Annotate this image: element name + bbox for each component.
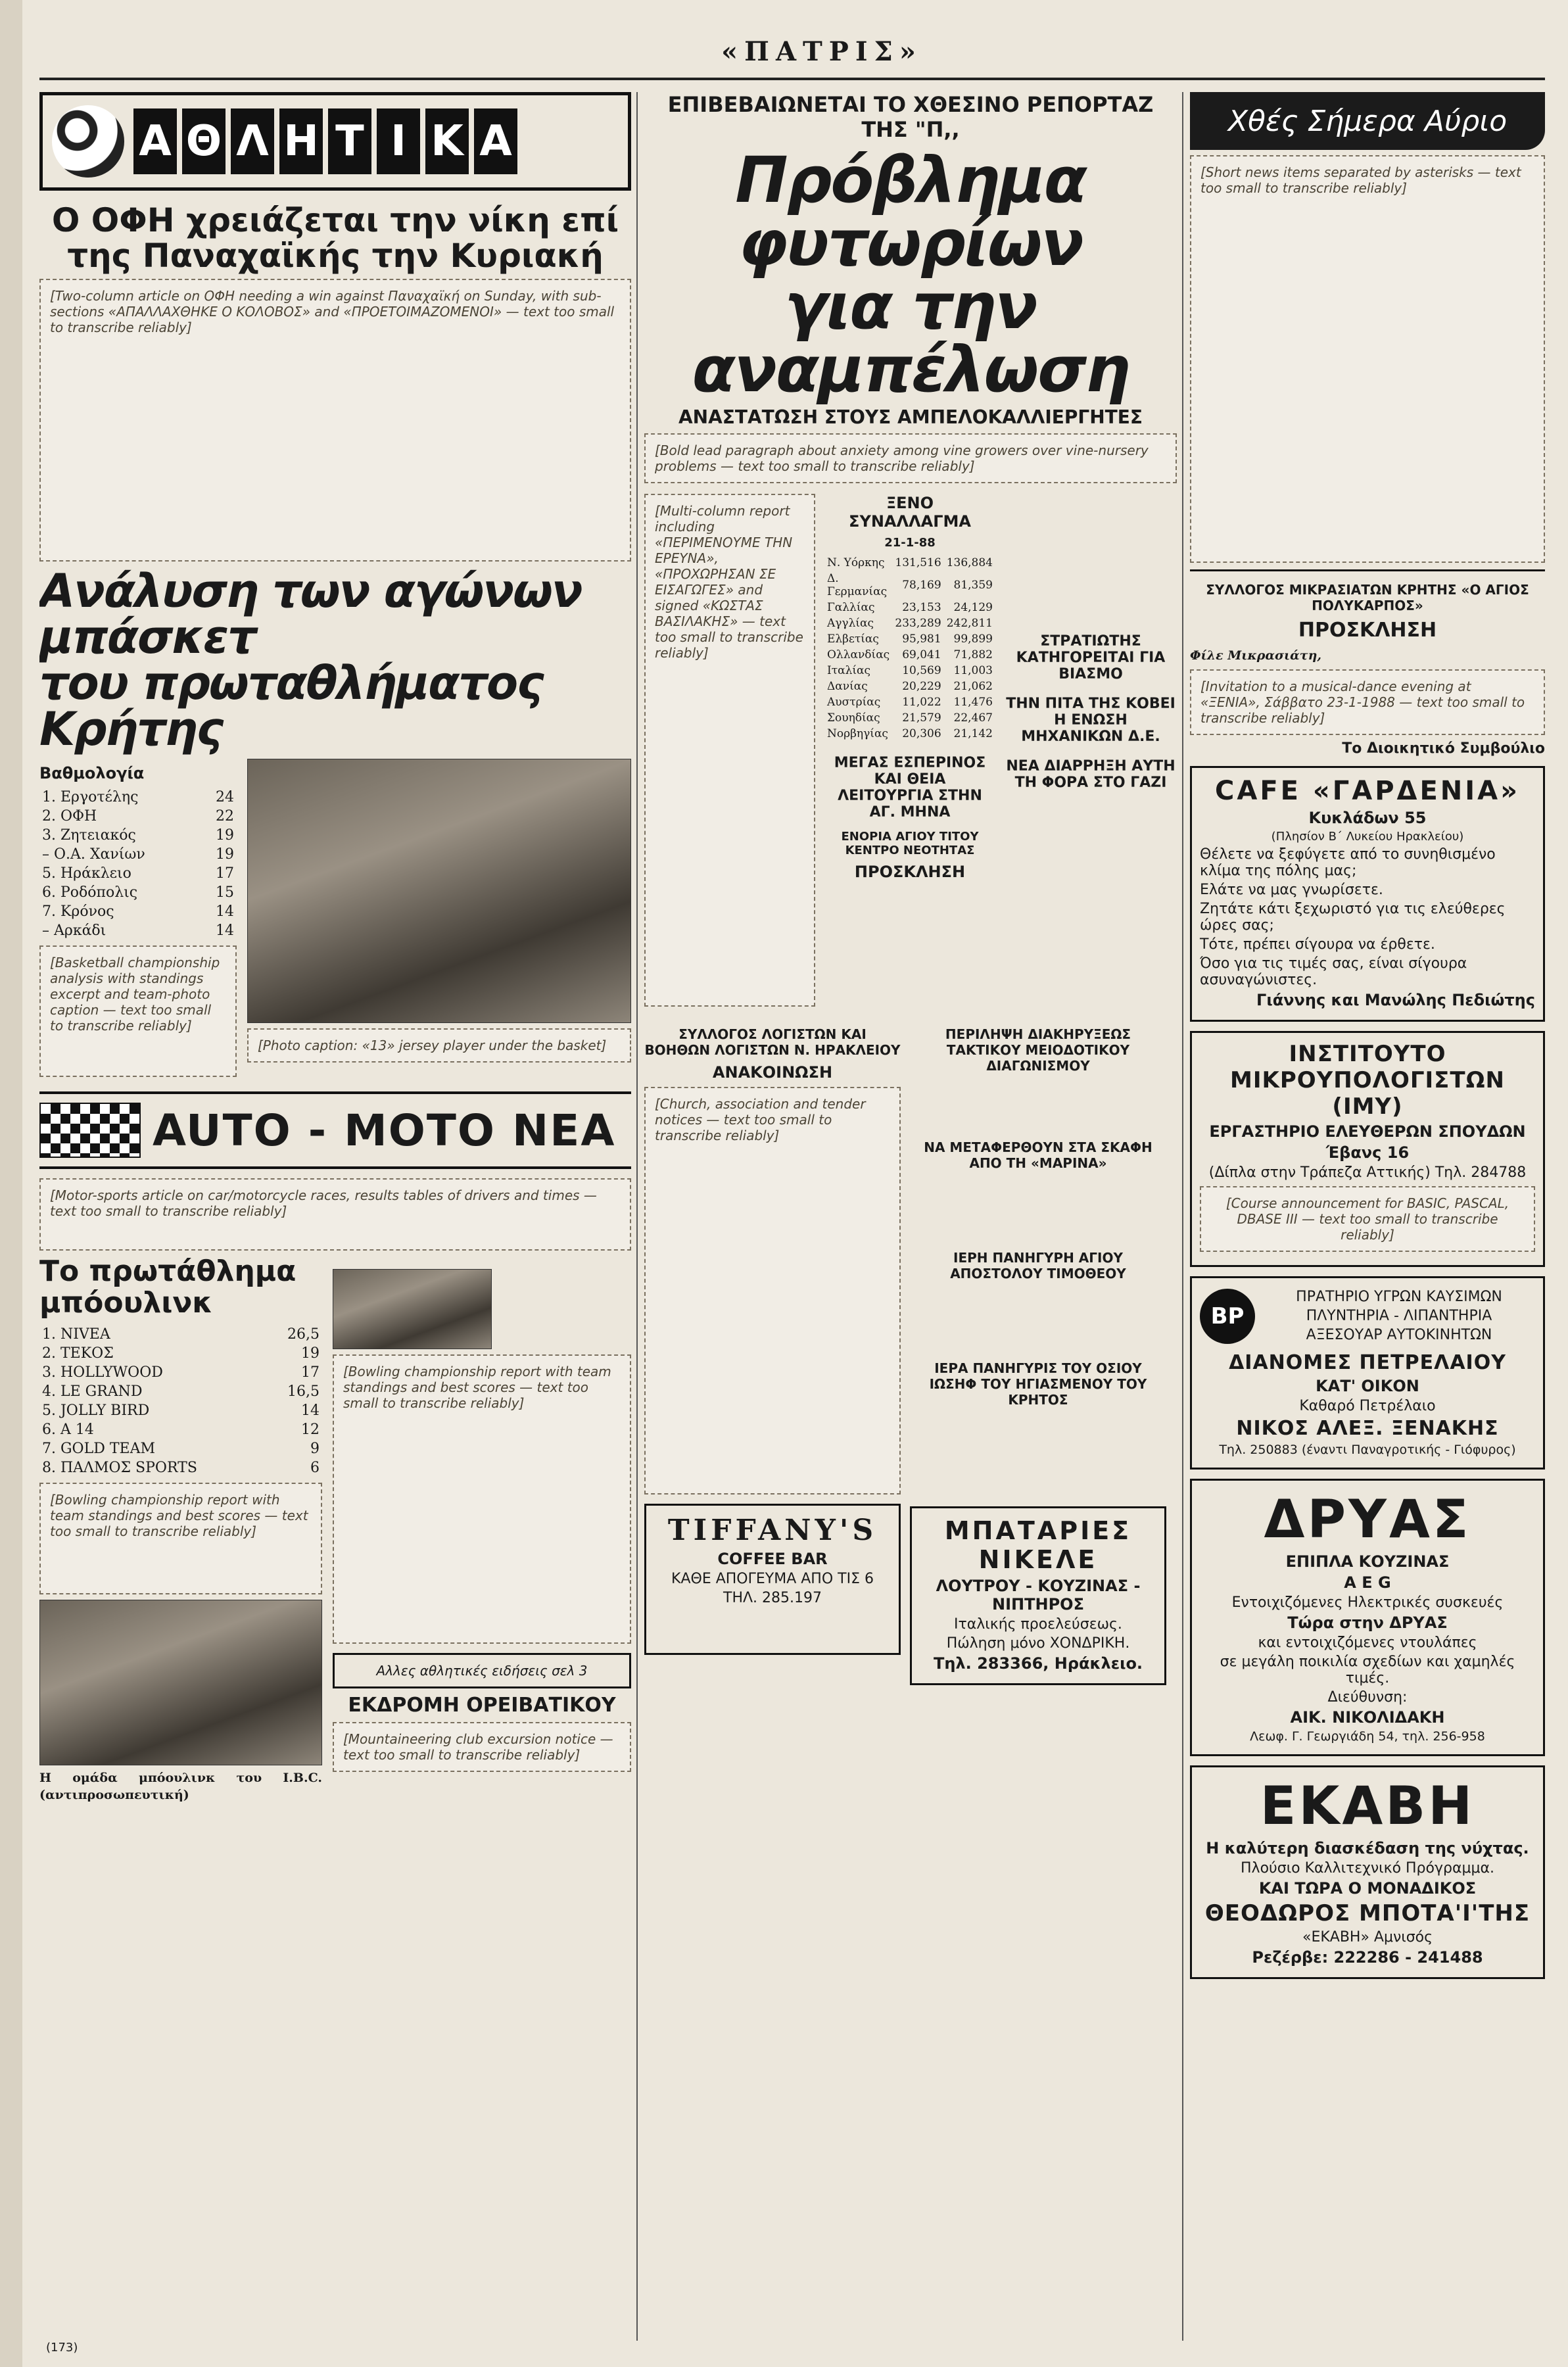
mikrasiates-body: [Invitation to a musical-dance evening at «ΞΕΝΙΑ», Σάββατο 23-1-1988 — text too small to transcribe reliably] bbox=[1190, 669, 1545, 735]
table-cell: 3. HOLLYWOOD bbox=[42, 1364, 163, 1381]
bowling-headline: Το πρωτάθλημα μπόουλινκ bbox=[39, 1255, 297, 1320]
table-cell: – Αρκάδι bbox=[42, 922, 107, 939]
table-cell: 12 bbox=[301, 1422, 320, 1439]
panigyri2-headline: ΙΕΡΑ ΠΑΝΗΓΥΡΙΣ ΤΟΥ ΟΣΙΟΥ ΙΩΣΗΦ ΤΟΥ ΗΓΙΑΣΜΕΝΟΥ ΤΟΥ ΚΡΗΤΟΣ bbox=[929, 1360, 1147, 1408]
dryas-l2: A E G bbox=[1344, 1573, 1391, 1592]
table-cell: 8. ΠΑΛΜΟΣ SPORTS bbox=[42, 1460, 197, 1477]
esperinos-headline: ΜΕΓΑΣ ΕΣΠΕΡΙΝΟΣ ΚΑΙ ΘΕΙΑ ΛΕΙΤΟΥΡΓΙΑ ΣΤΗΝ ΑΓ. ΜΗΝΑ bbox=[834, 755, 986, 821]
table-cell: 14 bbox=[216, 922, 234, 939]
tiffany-line: ΚΑΘΕ ΑΠΟΓΕΥΜΑ ΑΠΟ ΤΙΣ 6 bbox=[671, 1571, 874, 1587]
dryas-l4: Τώρα στην ΔΡΥΑΣ bbox=[1287, 1614, 1448, 1633]
gardenia-sub: (Πλησίον Β΄ Λυκείου Ηρακλείου) bbox=[1271, 830, 1464, 844]
basket-standings-table bbox=[39, 788, 237, 940]
table-row bbox=[39, 807, 237, 826]
table-cell: Αγγλίας bbox=[827, 617, 874, 630]
table-cell: 1. NIVEA bbox=[42, 1326, 110, 1343]
imy-ad bbox=[1190, 1031, 1545, 1267]
gardenia-title: CAFE «ΓΑΡΔΕΝΙΑ» bbox=[1215, 776, 1520, 807]
fx-date: 21-1-88 bbox=[884, 536, 936, 550]
metaferthoun-headline: ΝΑ ΜΕΤΑΦΕΡΘΟΥΝ ΣΤΑ ΣΚΑΦΗ ΑΠΟ ΤΗ «ΜΑΡΙΝΑ» bbox=[924, 1139, 1152, 1171]
excursion-headline: ΕΚΔΡΟΜΗ ΟΡΕΙΒΑΤΙΚΟΥ bbox=[348, 1694, 616, 1717]
basket-photo-caption: [Photo caption: «13» jersey player under the basket] bbox=[247, 1028, 631, 1063]
imy-addr: Έβανς 16 bbox=[1325, 1143, 1410, 1162]
diagonismos-headline: ΠΕΡΙΛΗΨΗ ΔΙΑΚΗΡΥΞΕΩΣ ΤΑΚΤΙΚΟΥ ΜΕΙΟΔΟΤΙΚΟΥ ΔΙΑΓΩΝΙΣΜΟΥ bbox=[945, 1026, 1131, 1074]
bp-logo-icon: BP bbox=[1200, 1289, 1255, 1344]
mikrasiates-greet: Φίλε Μικρασιάτη, bbox=[1190, 648, 1321, 663]
basket-photo-block bbox=[247, 759, 631, 1082]
nikele-line2: Ιταλικής προελεύσεως. bbox=[954, 1616, 1122, 1633]
table-cell: 16,5 bbox=[287, 1383, 320, 1400]
vine-columns bbox=[644, 489, 1177, 1012]
table-cell: 95,981 bbox=[902, 633, 941, 646]
table-cell: 24,129 bbox=[953, 601, 993, 614]
table-cell: 11,476 bbox=[953, 696, 993, 709]
table-cell: 136,884 bbox=[946, 556, 993, 569]
table-row bbox=[39, 883, 237, 902]
dryas-l3: Εντοιχιζόμενες Ηλεκτρικές συσκευές bbox=[1231, 1594, 1504, 1612]
vine-headline-line2: για την αναμπέλωση bbox=[692, 270, 1129, 406]
header-rule bbox=[39, 78, 1545, 80]
imy-title: ΙΝΣΤΙΤΟΥΤΟ ΜΙΚΡΟΥΠΟΛΟΓΙΣΤΩΝ (ΙΜΥ) bbox=[1230, 1041, 1505, 1120]
banner-letter: Κ bbox=[425, 108, 469, 174]
table-row bbox=[39, 1382, 322, 1401]
gardenia-l2: Ελάτε να μας γνωρίσετε. bbox=[1200, 882, 1383, 899]
table-cell: 21,062 bbox=[953, 680, 993, 693]
table-cell: 131,516 bbox=[895, 556, 941, 569]
bp-header-text bbox=[1263, 1286, 1535, 1346]
dryas-title: ΔΡΥΑΣ bbox=[1264, 1489, 1471, 1550]
table-cell: 15 bbox=[216, 884, 234, 901]
table-cell: 6. A 14 bbox=[42, 1422, 94, 1439]
table-cell: 69,041 bbox=[902, 648, 941, 661]
notices-left bbox=[644, 1021, 901, 1685]
table-cell: 81,359 bbox=[953, 579, 993, 592]
bp-l5: ΚΑΤ' ΟΙΚΟΝ bbox=[1316, 1377, 1419, 1396]
table-cell: 4. LE GRAND bbox=[42, 1383, 143, 1400]
banner-letter: Τ bbox=[328, 108, 371, 174]
imy-body: [Course announcement for BASIC, PASCAL, DBASE III — text too small to transcribe reliably] bbox=[1200, 1186, 1535, 1252]
table-cell: Ν. Υόρκης bbox=[827, 556, 885, 569]
table-row bbox=[824, 710, 995, 726]
table-cell: 3. Ζητειακός bbox=[42, 827, 136, 844]
ekavi-l4: ΘΕΟΔΩΡΟΣ ΜΠΟΤΑ'Ι'ΤΗΣ bbox=[1204, 1900, 1531, 1927]
table-cell: 7. Κρόνος bbox=[42, 903, 114, 920]
table-cell: 5. JOLLY BIRD bbox=[42, 1402, 150, 1420]
banner-letter: Λ bbox=[231, 108, 274, 174]
gardenia-l5: Όσο για τις τιμές σας, είναι σίγουρα ασυναγώνιστες. bbox=[1200, 955, 1467, 989]
table-row bbox=[39, 864, 237, 883]
table-cell: 10,569 bbox=[902, 664, 941, 677]
table-cell: 22 bbox=[216, 808, 234, 825]
nikele-line1: ΛΟΥΤΡΟΥ - ΚΟΥΖΙΝΑΣ - ΝΙΠΤΗΡΟΣ bbox=[936, 1577, 1141, 1614]
sports-banner bbox=[39, 92, 631, 191]
table-cell: Νορβηγίας bbox=[827, 727, 888, 740]
table-row bbox=[824, 600, 995, 615]
bp-l4: ΔΙΑΝΟΜΕΣ ΠΕΤΡΕΛΑΙΟΥ bbox=[1229, 1351, 1506, 1375]
banner-letter: Α bbox=[474, 108, 517, 174]
tiffany-phone: ΤΗΛ. 285.197 bbox=[723, 1590, 822, 1606]
vine-body: [Multi-column report including «ΠΕΡΙΜΕΝΟΥΜΕ ΤΗΝ ΕΡΕΥΝΑ», «ΠΡΟΧΩΡΗΣΑΝ ΣΕ ΕΙΣΑΓΩΓΕΣ» and signed «ΚΩΣΤΑΣ ΒΑΣΙΛΑΚΗΣ» — text too small to transcribe reliably] bbox=[644, 494, 815, 1007]
basket-standings-label: Βαθμολογία bbox=[39, 764, 145, 782]
diarrixi-headline: ΝΕΑ ΔΙΑΡΡΗΞΗ ΑΥΤΗ ΤΗ ΦΟΡΑ ΣΤΟ ΓΑΖΙ bbox=[1006, 758, 1176, 791]
table-cell: 11,022 bbox=[902, 696, 941, 709]
checkered-flag-icon bbox=[39, 1103, 141, 1158]
table-cell: – Ο.Α. Χανίων bbox=[42, 846, 145, 863]
tiffany-name: TIFFANY'S bbox=[667, 1514, 878, 1547]
column-divider bbox=[1182, 92, 1183, 2341]
table-cell: 1. Εργοτέλης bbox=[42, 789, 139, 805]
tiffany-sub: COFFEE BAR bbox=[717, 1550, 828, 1568]
dryas-l1: ΕΠΙΠΛΑ ΚΟΥΖΙΝΑΣ bbox=[1285, 1552, 1450, 1571]
dryas-l5: και εντοιχιζόμενες ντουλάπες bbox=[1258, 1635, 1477, 1652]
basket-section bbox=[39, 759, 631, 1082]
table-row bbox=[824, 631, 995, 647]
mikrasiates-org: ΣΥΛΛΟΓΟΣ ΜΙΚΡΑΣΙΑΤΩΝ ΚΡΗΤΗΣ «Ο ΑΓΙΟΣ ΠΟΛΥΚΑΡΠΟΣ» bbox=[1206, 582, 1529, 613]
ekavi-l3: ΚΑΙ ΤΩΡΑ Ο ΜΟΝΑΔΙΚΟΣ bbox=[1258, 1879, 1477, 1898]
bowling-right bbox=[333, 1256, 631, 1804]
other-news-box: Αλλες αθλητικές ειδήσεις σελ 3 bbox=[333, 1653, 631, 1688]
ofh-article-body: [Two-column article on ΟΦΗ needing a win against Παναχαϊκή on Sunday, with sub-sections «ΑΠΑΛΛΑΧΘΗΚΕ Ο ΚΟΛΟΒΟΣ» and «ΠΡΟΕΤΟΙΜΑΖΟΜΕΝΟΙ» — text too small to transcribe reliably] bbox=[39, 279, 631, 562]
table-row bbox=[39, 788, 237, 807]
ekavi-l6: Ρεζέρβε: 222286 - 241488 bbox=[1252, 1948, 1483, 1967]
dryas-l8: ΑΙΚ. ΝΙΚΟΛΙΔΑΚΗ bbox=[1290, 1708, 1445, 1727]
table-row bbox=[39, 1344, 322, 1363]
bp-ad bbox=[1190, 1276, 1545, 1470]
vine-col-c bbox=[1005, 489, 1177, 1012]
imy-sub: ΕΡΓΑΣΤΗΡΙΟ ΕΛΕΥΘΕΡΩΝ ΣΠΟΥΔΩΝ bbox=[1209, 1122, 1526, 1141]
bowling-standings-table bbox=[39, 1325, 322, 1477]
table-cell: 78,169 bbox=[902, 579, 941, 592]
auto-moto-title: AUTO - MOTO ΝΕΑ bbox=[153, 1105, 616, 1156]
vine-subhead: ΑΝΑΣΤΑΤΩΣΗ ΣΤΟΥΣ ΑΜΠΕΛΟΚΑΛΛΙΕΡΓΗΤΕΣ bbox=[678, 406, 1143, 428]
dryas-l9: Λεωφ. Γ. Γεωργιάδη 54, τηλ. 256-958 bbox=[1250, 1729, 1485, 1744]
anakoinosi-headline: ΑΝΑΚΟΙΝΩΣΗ bbox=[712, 1063, 833, 1082]
imy-addr2: (Δίπλα στην Τράπεζα Αττικής) Τηλ. 284788 bbox=[1208, 1164, 1527, 1182]
table-cell: 2. ΟΦΗ bbox=[42, 808, 97, 825]
banner-letter: Θ bbox=[182, 108, 226, 174]
banner-letter: Α bbox=[133, 108, 177, 174]
gardenia-ad bbox=[1190, 766, 1545, 1022]
sports-banner-word bbox=[133, 108, 517, 174]
panigyri1-headline: ΙΕΡΗ ΠΑΝΗΓΥΡΗ ΑΓΙΟΥ ΑΠΟΣΤΟΛΟΥ ΤΙΜΟΘΕΟΥ bbox=[950, 1250, 1126, 1281]
table-cell: 6. Ροδόπολις bbox=[42, 884, 138, 901]
gardenia-address: Κυκλάδων 55 bbox=[1308, 809, 1427, 828]
table-cell: 5. Ηράκλειο bbox=[42, 865, 131, 882]
table-row bbox=[39, 1401, 322, 1420]
table-row bbox=[39, 1439, 322, 1458]
table-row bbox=[824, 679, 995, 694]
table-cell: 11,003 bbox=[953, 664, 993, 677]
table-cell: 17 bbox=[301, 1364, 320, 1381]
table-cell: 71,882 bbox=[953, 648, 993, 661]
gardenia-l3: Ζητάτε κάτι ξεχωριστό για τις ελεύθερες ώρες σας; bbox=[1200, 901, 1506, 934]
basket-standings-block bbox=[39, 759, 237, 1082]
enoria-label: ΕΝΟΡΙΑ ΑΓΙΟΥ ΤΙΤΟΥ ΚΕΝΤΡΟ ΝΕΟΤΗΤΑΣ bbox=[841, 830, 979, 857]
table-cell: 14 bbox=[301, 1402, 320, 1420]
banner-letter: Ι bbox=[377, 108, 420, 174]
table-cell: 20,229 bbox=[902, 680, 941, 693]
table-cell: 14 bbox=[216, 903, 234, 920]
table-cell: 2. ΤΕΚΟΣ bbox=[42, 1345, 114, 1362]
gardenia-l1: Θέλετε να ξεφύγετε από το συνηθισμένο κλίμα της πόλης μας; bbox=[1200, 846, 1496, 880]
bp-l7: ΝΙΚΟΣ ΑΛΕΞ. ΞΕΝΑΚΗΣ bbox=[1236, 1417, 1499, 1441]
table-row bbox=[39, 921, 237, 940]
masthead: «ΠΑΤΡΙΣ» bbox=[721, 36, 922, 67]
sports-column bbox=[39, 92, 631, 2341]
table-cell: 19 bbox=[216, 827, 234, 844]
table-cell: 17 bbox=[216, 865, 234, 882]
excursion-body: [Mountaineering club excursion notice — text too small to transcribe reliably] bbox=[333, 1722, 631, 1772]
table-cell: 19 bbox=[216, 846, 234, 863]
table-cell: 22,467 bbox=[953, 711, 993, 725]
news-column bbox=[644, 92, 1177, 2341]
vine-headline-line1: Πρόβλημα φυτωρίων bbox=[735, 143, 1086, 280]
vine-col-b bbox=[824, 489, 995, 1012]
table-cell: Δανίας bbox=[827, 680, 868, 693]
table-row bbox=[39, 845, 237, 864]
pita-headline: ΤΗΝ ΠΙΤΑ ΤΗΣ ΚΟΒΕΙ Η ΕΝΩΣΗ ΜΗΧΑΝΙΚΩΝ Δ.Ε. bbox=[1006, 696, 1176, 745]
basketball-photo bbox=[247, 759, 631, 1023]
bp-l2: ΠΛΥΝΤΗΡΙΑ - ΛΙΠΑΝΤΗΡΙΑ bbox=[1306, 1308, 1492, 1325]
bowling-photo-caption: Η ομάδα μπόουλινκ του I.B.C. (αντιπροσωπευτική) bbox=[39, 1771, 322, 1803]
vine-col-a bbox=[644, 489, 815, 1012]
tiffany-ad bbox=[644, 1504, 901, 1655]
vine-kicker: ΕΠΙΒΕΒΑΙΩΝΕΤΑΙ ΤΟ ΧΘΕΣΙΝΟ ΡΕΠΟΡΤΑΖ ΤΗΣ "Π,, bbox=[667, 92, 1154, 142]
table-row bbox=[824, 615, 995, 631]
table-cell: 26,5 bbox=[287, 1326, 320, 1343]
fx-table bbox=[824, 555, 995, 742]
notices-body: [Church, association and tender notices — text too small to transcribe reliably] bbox=[644, 1087, 901, 1494]
race-car-illustration bbox=[333, 1269, 492, 1349]
table-cell: 242,811 bbox=[946, 617, 993, 630]
table-cell: 9 bbox=[310, 1441, 320, 1458]
bowling-left bbox=[39, 1256, 322, 1804]
basket-headline-line1: Ανάλυση των αγώνων μπάσκετ bbox=[39, 564, 582, 664]
table-row bbox=[824, 726, 995, 742]
table-row bbox=[39, 1458, 322, 1477]
bowling-body: [Bowling championship report with team standings and best scores — text too small to transcribe reliably] bbox=[39, 1483, 322, 1594]
gardenia-l4: Τότε, πρέπει σίγουρα να έρθετε. bbox=[1200, 936, 1435, 953]
table-row bbox=[39, 1363, 322, 1382]
nikele-line4: Τηλ. 283366, Ηράκλειο. bbox=[933, 1654, 1143, 1673]
ekavi-ad bbox=[1190, 1765, 1545, 1979]
mikrasiates-ad bbox=[1190, 569, 1545, 757]
banner-letter: Η bbox=[279, 108, 323, 174]
table-cell: 99,899 bbox=[953, 633, 993, 646]
table-row bbox=[39, 1325, 322, 1344]
table-cell: Αυστρίας bbox=[827, 696, 881, 709]
xthes-banner: Χθές Σήμερα Αύριο bbox=[1190, 92, 1545, 150]
auto-moto-body: [Motor-sports article on car/motorcycle races, results tables of drivers and times — text too small to transcribe reliably] bbox=[39, 1178, 631, 1251]
football-icon bbox=[52, 105, 124, 178]
table-cell: Ολλανδίας bbox=[827, 648, 890, 661]
table-cell: 6 bbox=[310, 1460, 320, 1477]
ofh-headline-line2: της Παναχαϊκής την Κυριακή bbox=[67, 237, 604, 275]
table-cell: Ιταλίας bbox=[827, 664, 871, 677]
nikele-title: ΜΠΑΤΑΡΙΕΣ ΝΙΚΕΛΕ bbox=[944, 1516, 1132, 1574]
dryas-l6: σε μεγάλη ποικιλία σχεδίων και χαμηλές τιμές. bbox=[1220, 1654, 1515, 1687]
ekavi-l2: Πλούσιο Καλλιτεχνικό Πρόγραμμα. bbox=[1241, 1860, 1494, 1877]
table-cell: 19 bbox=[301, 1345, 320, 1362]
table-row bbox=[39, 1420, 322, 1439]
bowling-team-photo bbox=[39, 1600, 322, 1765]
table-cell: 233,289 bbox=[895, 617, 941, 630]
table-cell: Σουηδίας bbox=[827, 711, 880, 725]
table-cell: 23,153 bbox=[902, 601, 941, 614]
bp-header bbox=[1200, 1286, 1535, 1346]
vine-lede: [Bold lead paragraph about anxiety among vine growers over vine-nursery problems — text too small to transcribe reliably] bbox=[644, 433, 1177, 483]
xthes-body: [Short news items separated by asterisks — text too small to transcribe reliably] bbox=[1190, 155, 1545, 563]
table-cell: 7. GOLD TEAM bbox=[42, 1441, 155, 1458]
table-cell: 21,579 bbox=[902, 711, 941, 725]
logistes-org: ΣΥΛΛΟΓΟΣ ΛΟΓΙΣΤΩΝ ΚΑΙ ΒΟΗΘΩΝ ΛΟΓΙΣΤΩΝ Ν. ΗΡΑΚΛΕΙΟΥ bbox=[644, 1026, 901, 1058]
basket-article-body: [Basketball championship analysis with standings excerpt and team-photo caption — text too small to transcribe reliably] bbox=[39, 945, 237, 1077]
nikele-line3: Πώληση μόνο ΧΟΝΔΡΙΚΗ. bbox=[946, 1635, 1130, 1652]
table-row bbox=[824, 571, 995, 600]
prosklisi-headline: ΠΡΟΣΚΛΗΣΗ bbox=[854, 863, 966, 881]
mikrasiates-title: ΠΡΟΣΚΛΗΣΗ bbox=[1298, 619, 1437, 642]
gardenia-sign: Γιάννης και Μανώλης Πεδιώτης bbox=[1256, 991, 1535, 1010]
page-edge bbox=[0, 0, 22, 2367]
notices-right bbox=[910, 1021, 1166, 1685]
table-cell: 20,306 bbox=[902, 727, 941, 740]
table-cell: 24 bbox=[216, 789, 234, 805]
bp-l6: Καθαρό Πετρέλαιο bbox=[1299, 1398, 1436, 1415]
results-table-note: [Bowling championship report with team standings and best scores — text too small to transcribe reliably] bbox=[333, 1354, 631, 1644]
dryas-l7: Διεύθυνση: bbox=[1327, 1689, 1408, 1706]
ekavi-l1: Η καλύτερη διασκέδαση της νύχτας. bbox=[1206, 1839, 1529, 1858]
table-row bbox=[824, 694, 995, 710]
basket-headline-line2: του πρωταθλήματος Κρήτης bbox=[39, 656, 543, 756]
bp-l3: ΑΞΕΣΟΥΑΡ ΑΥΤΟΚΙΝΗΤΩΝ bbox=[1306, 1327, 1492, 1344]
table-row bbox=[39, 826, 237, 845]
notices-row bbox=[644, 1021, 1177, 1685]
bp-l1: ΠΡΑΤΗΡΙΟ ΥΓΡΩΝ ΚΑΥΣΙΜΩΝ bbox=[1296, 1289, 1502, 1306]
fx-title: ΞΕΝΟ ΣΥΝΑΛΛΑΓΜΑ bbox=[849, 494, 971, 531]
table-row bbox=[39, 902, 237, 921]
table-row bbox=[824, 647, 995, 663]
ads-column bbox=[1190, 92, 1545, 2341]
mikrasiates-sign: Το Διοικητικό Συμβούλιο bbox=[1342, 740, 1545, 757]
column-divider bbox=[636, 92, 638, 2341]
table-row bbox=[824, 663, 995, 679]
table-cell: 21,142 bbox=[953, 727, 993, 740]
ekavi-l5: «ΕΚΑΒΗ» Αμνισός bbox=[1302, 1929, 1433, 1946]
nikele-ad bbox=[910, 1506, 1166, 1685]
table-row bbox=[824, 555, 995, 571]
table-cell: Δ. Γερμανίας bbox=[827, 572, 888, 598]
ofh-headline-line1: Ο ΟΦΗ χρειάζεται την νίκη επί bbox=[51, 201, 619, 239]
stratiotis-headline: ΣΤΡΑΤΙΩΤΗΣ ΚΑΤΗΓΟΡΕΙΤΑΙ ΓΙΑ ΒΙΑΣΜΟ bbox=[1016, 633, 1166, 682]
bowling-section bbox=[39, 1256, 631, 1804]
page-footer-mark: (173) bbox=[46, 2341, 78, 2355]
table-cell: Ελβετίας bbox=[827, 633, 879, 646]
table-cell: Γαλλίας bbox=[827, 601, 875, 614]
dryas-ad bbox=[1190, 1479, 1545, 1756]
auto-moto-banner bbox=[39, 1091, 631, 1169]
ekavi-title: ΕΚΑΒΗ bbox=[1260, 1775, 1475, 1837]
bp-l8: Τηλ. 250883 (έναντι Παναγροτικής - Γιόφυρος) bbox=[1219, 1443, 1516, 1458]
